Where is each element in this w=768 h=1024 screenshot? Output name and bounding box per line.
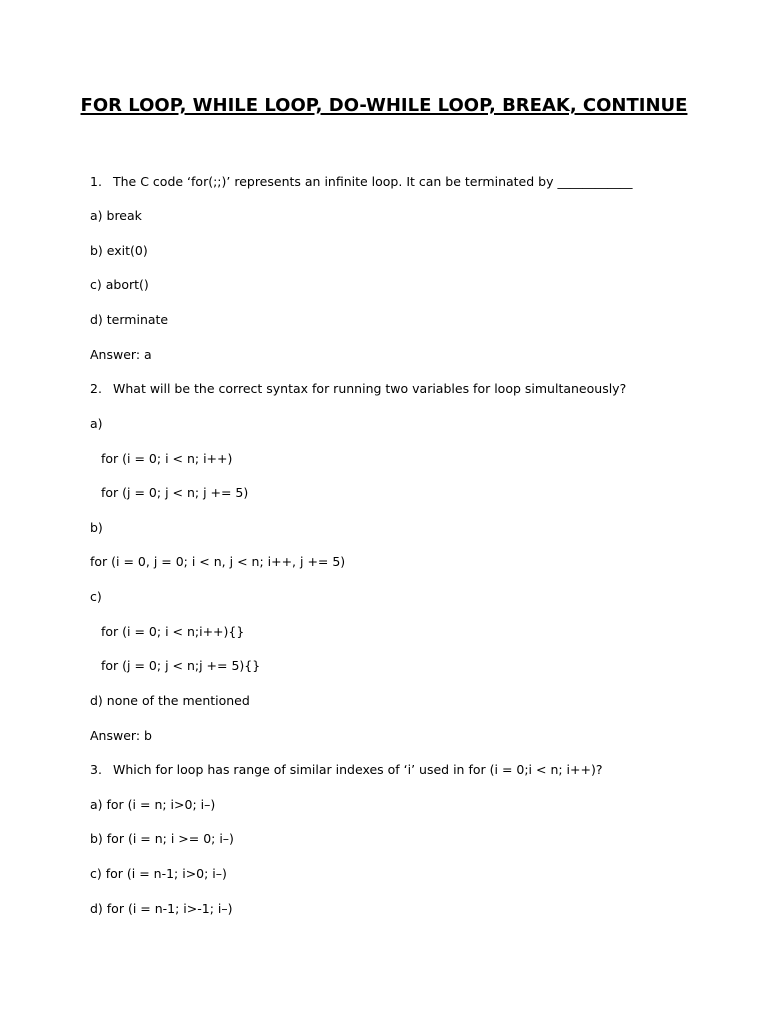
question-number: 1.	[90, 174, 102, 189]
question-text: Which for loop has range of similar indexes of ‘i’ used in for (i = 0;i < n; i++)?	[113, 762, 603, 777]
option-3c: c) for (i = n-1; i>0; i–)	[90, 866, 227, 881]
option-2a-code-line: for (j = 0; j < n; j += 5)	[101, 485, 249, 500]
option-1d: d) terminate	[90, 312, 169, 327]
answer-2: Answer: b	[90, 728, 152, 743]
page-title: FOR LOOP, WHILE LOOP, DO-WHILE LOOP, BREAK, CONTINUE	[80, 95, 688, 116]
option-3d: d) for (i = n-1; i>-1; i–)	[90, 901, 233, 916]
option-2c-code-line: for (j = 0; j < n;j += 5){}	[101, 658, 261, 673]
option-3a: a) for (i = n; i>0; i–)	[90, 797, 216, 812]
question-number: 2.	[90, 381, 102, 396]
option-2b-code-line: for (i = 0, j = 0; i < n, j < n; i++, j += 5)	[90, 554, 346, 569]
option-2c-code-line: for (i = 0; i < n;i++){}	[101, 624, 245, 639]
question-number: 3.	[90, 762, 102, 777]
option-1a: a) break	[90, 208, 142, 223]
option-2b-label: b)	[90, 520, 103, 535]
option-3b: b) for (i = n; i >= 0; i–)	[90, 831, 234, 846]
option-1b: b) exit(0)	[90, 243, 148, 258]
answer-1: Answer: a	[90, 347, 152, 362]
question-3	[90, 762, 602, 778]
option-2a-label: a)	[90, 416, 103, 431]
question-2	[90, 381, 626, 397]
question-text: What will be the correct syntax for running two variables for loop simultaneously?	[113, 381, 627, 396]
option-2c-label: c)	[90, 589, 102, 604]
question-1	[90, 174, 632, 190]
question-text: The C code ‘for(;;)’ represents an infinite loop. It can be terminated by ____________	[113, 174, 633, 189]
option-2d: d) none of the mentioned	[90, 693, 250, 708]
option-2a-code-line: for (i = 0; i < n; i++)	[101, 451, 233, 466]
option-1c: c) abort()	[90, 277, 149, 292]
